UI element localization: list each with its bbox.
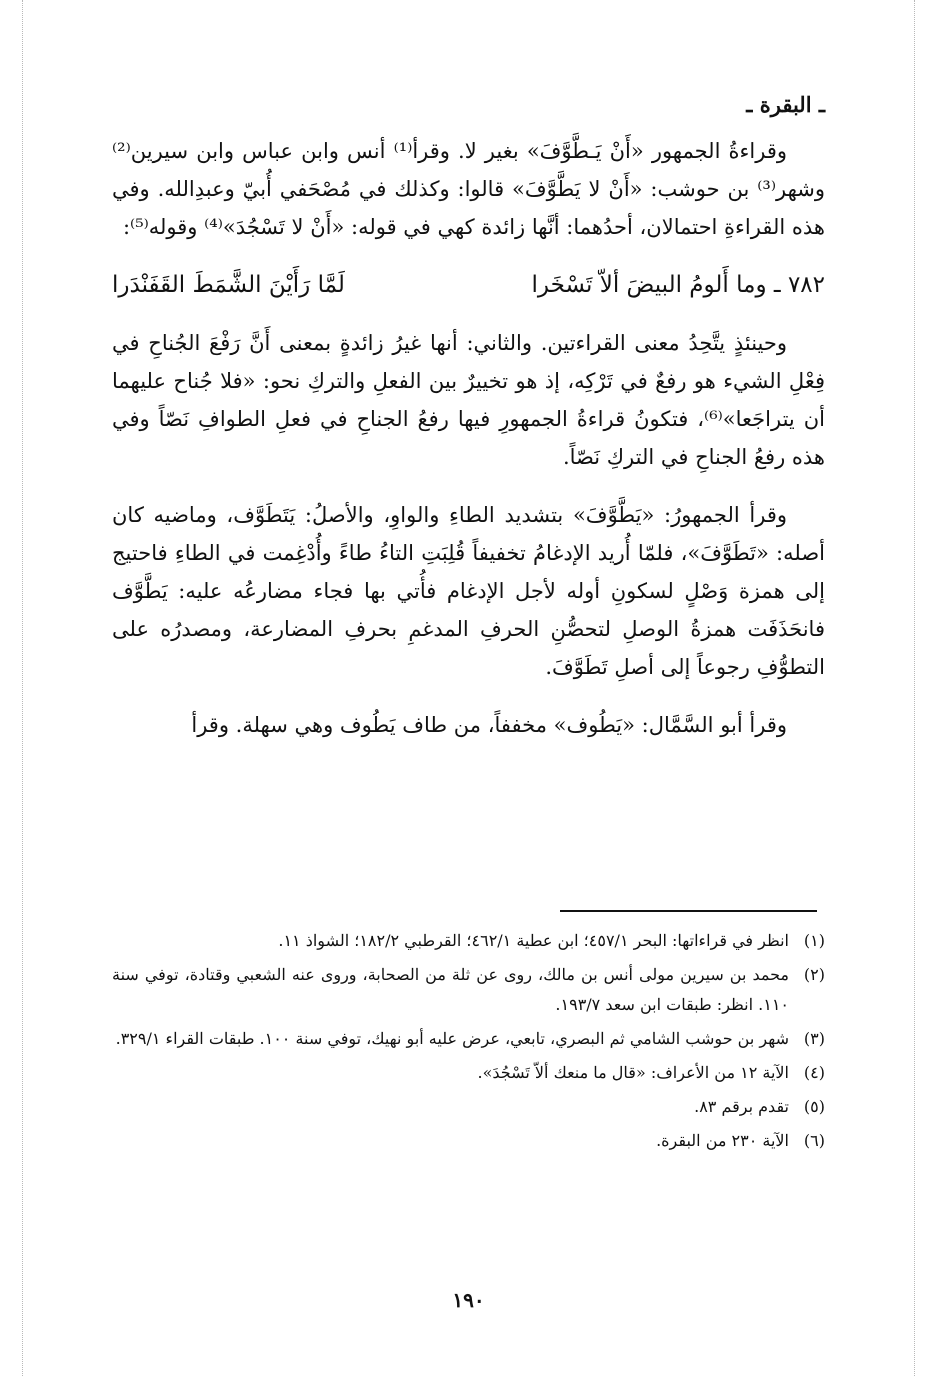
footnote-separator [560, 910, 817, 912]
footnotes [112, 926, 825, 1160]
footnote: (٥) تقدم برقم ٨٣. [694, 1097, 825, 1116]
running-head: ـ البقرة ـ [746, 92, 825, 117]
paragraph: وقرأ أبو السَّمَّال: «يَطُوف» مخففاً، من طاف يَطُوف وهي سهلة. وقرأ [191, 713, 787, 737]
footnote: (٦) الآية ٢٣٠ من البقرة. [656, 1131, 825, 1150]
main-text [112, 132, 825, 744]
poem-verse [112, 266, 825, 304]
paragraph: وقراءةُ الجمهور «أَنْ يَـطَّوَّفَ» بغير لا. وقرأ⁽¹⁾ أنس وابن عباس وابن سيرين⁽²⁾ وشهر⁽³⁾ بن حوشب: «أَنْ لا يَطَّوَّفَ» قالوا: وكذلك في مُصْحَفي أُبيّ وعبدِالله. وفي هذه القراءةِ احتمالان، أحدُهما: أنَّها زائدة كهي في قوله: «أَنْ لا تَسْجُدَ»⁽⁴⁾ وقوله⁽⁵⁾: [112, 139, 825, 239]
footnote: (٣) شهر بن حوشب الشامي ثم البصري، تابعي، عرض عليه أبو نهيك، توفي سنة ١٠٠. طبقات القراء ٣٢٩/١. [115, 1029, 825, 1048]
paragraph: وحينئذٍ يتَّحِدُ معنى القراءتين. والثاني: أنها غيرُ زائدةٍ بمعنى أَنَّ رَفْعَ الجُناحِ في فِعْلِ الشيء هو رفعٌ في تَرْكِه، إذ هو تخييرٌ بين الفعلِ والتركِ نحو: «فلا جُناح عليهما أن يتراجَعا»⁽⁶⁾، فتكونُ قراءةُ الجمهورِ فيها رفعُ الجناحِ في فعلِ الطوافِ نَصّاً وفي هذه رفعُ الجناحِ في التركِ نَصّاً. [112, 331, 825, 469]
footnote: (١) انظر في قراءاتها: البحر ٤٥٧/١؛ ابن عطية ٤٦٢/١؛ القرطبي ١٨٢/٢؛ الشواذ ١١. [278, 931, 825, 950]
page-number: ١٩٠ [452, 1288, 485, 1312]
poem-second-hemistich: لَمَّا رَأَيْنَ الشَّمَطَ القَفَنْدَرا [112, 272, 345, 298]
paragraph: وقرأ الجمهورُ: «يَطَّوَّفَ» بتشديد الطاءِ والواوِ، والأصلُ: يَتَطَوَّف، وماضيه كان أصله: «تَطَوَّفَ»، فلمّا أُريد الإدغامُ تخفيفاً قُلِبَتِ التاءُ طاءً وأُدْغِمت في الطاءِ فاحتيج إلى همزة وَصْلٍ لسكونِ أوله لأجل الإدغام فأُتي بها فجاء مضارعُه عليه: يَطَّوَّف فانحَذَفَت همزةُ الوصلِ لتحصُّنِ الحرفِ المدغمِ بحرفِ المضارعة، ومصدرُه على التطوُّفِ رجوعاً إلى أصلِ تَطَوَّفَ. [112, 503, 825, 679]
footnote: (٤) الآية ١٢ من الأعراف: «قال ما منعك ألاّ تَسْجُدَ». [477, 1063, 825, 1082]
poem-first-hemistich: ٧٨٢ ـ وما أَلومُ البيضَ ألاّ تَسْخَرا [531, 272, 825, 298]
poem-number: ٧٨٢ ـ [773, 272, 825, 298]
footnote: (٢) محمد بن سيرين مولى أنس بن مالك، روى عن ثلة من الصحابة، وروى عنه الشعبي وقتادة، توفي سنة ١١٠. انظر: طبقات ابن سعد ١٩٣/٧. [112, 965, 825, 1014]
